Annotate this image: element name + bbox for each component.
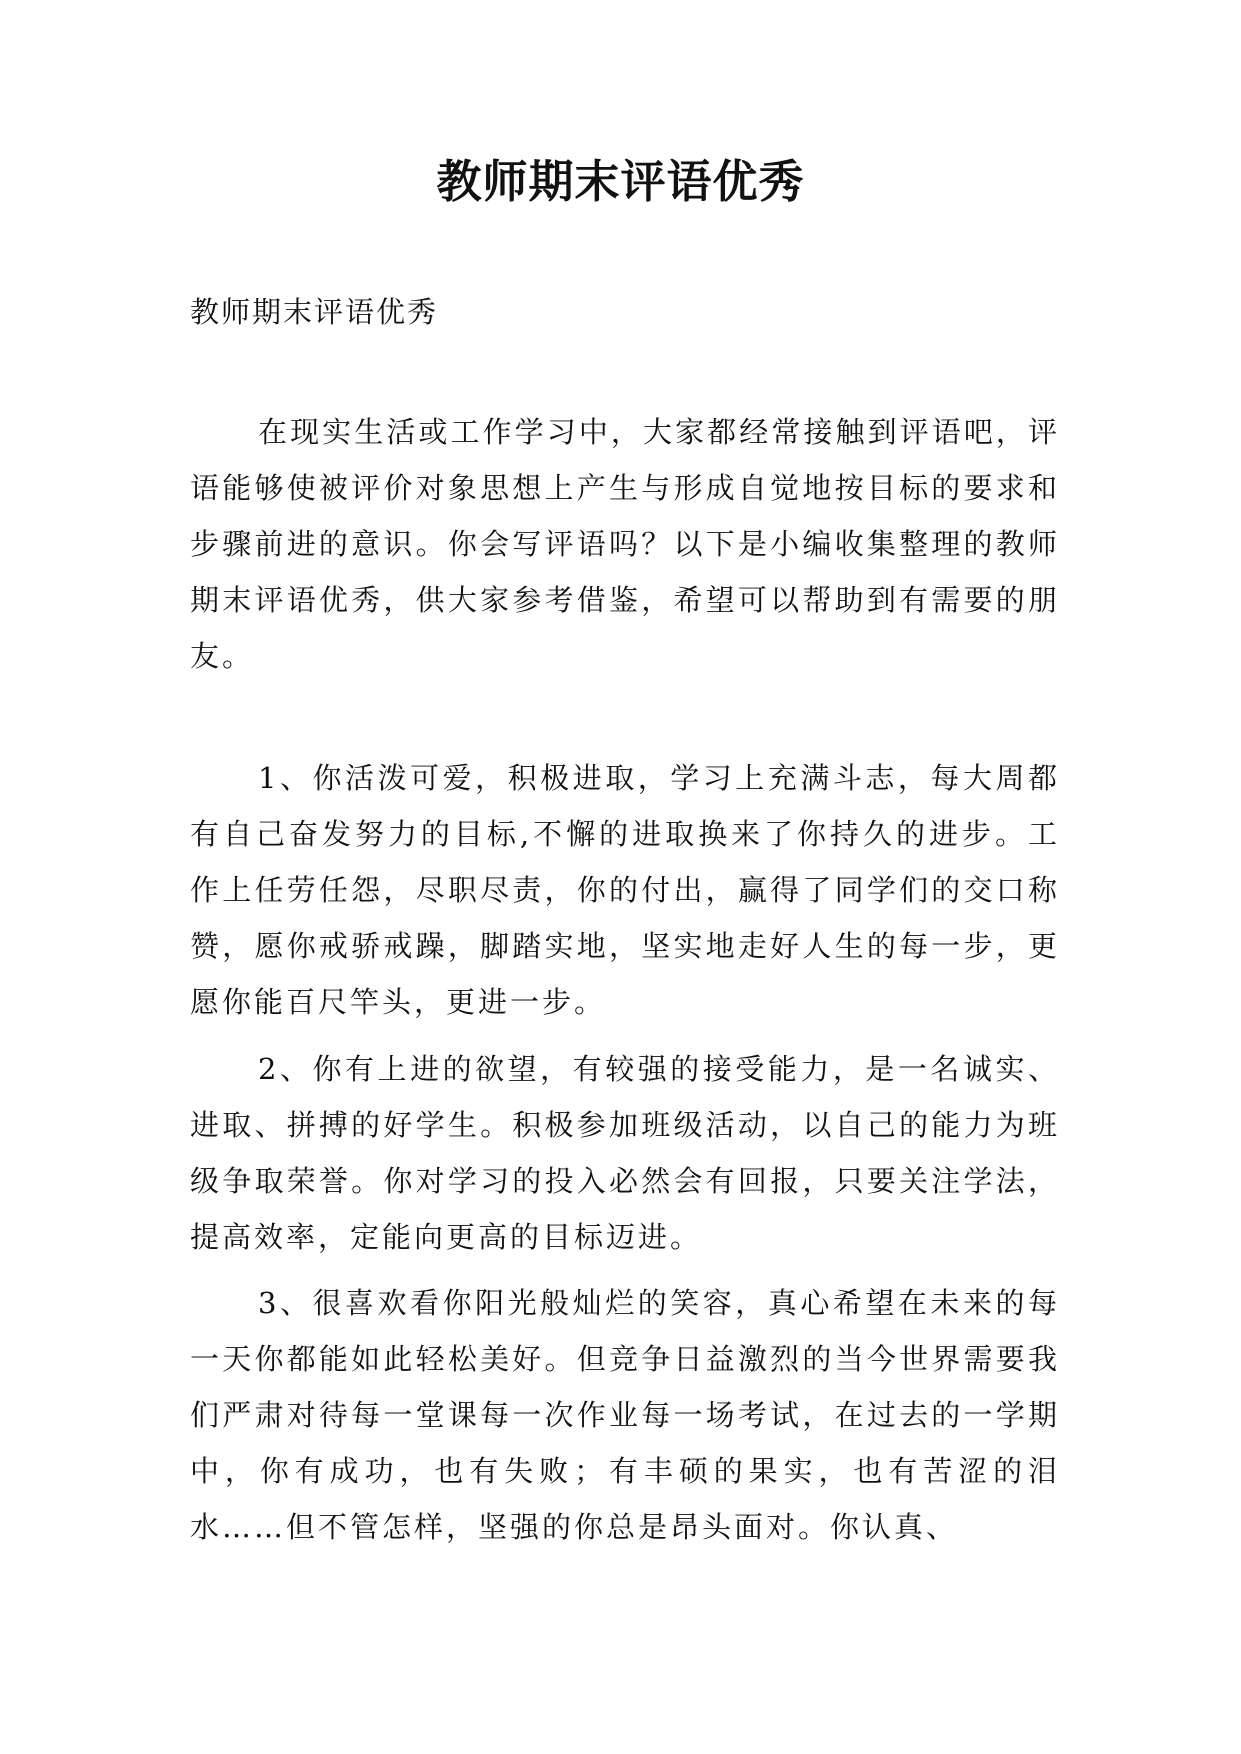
intro-paragraph: 在现实生活或工作学习中，大家都经常接触到评语吧，评语能够使被评价对象思想上产生与形成自觉地按目标的要求和步骤前进的意识。你会写评语吗？以下是小编收集整理的教师期末评语优秀，供大家参考借鉴，希望可以帮助到有需要的朋友。 bbox=[190, 415, 1060, 673]
comment-paragraph-3: 3、很喜欢看你阳光般灿烂的笑容，真心希望在未来的每一天你都能如此轻松美好。但竞争日益激烈的当今世界需要我们严肃对待每一堂课每一次作业每一场考试，在过去的一学期中，你有成功，也有失败；有丰硕的果实，也有苦涩的泪水……但不管怎样，坚强的你总是昂头面对。你认真、 bbox=[190, 1286, 1060, 1544]
comment-paragraph-1: 1、你活泼可爱，积极进取，学习上充满斗志，每大周都有自己奋发努力的目标,不懈的进取换来了你持久的进步。工作上任劳任怨，尽职尽责，你的付出，赢得了同学们的交口称赞，愿你戒骄戒躁，脚踏实地，坚实地走好人生的每一步，更愿你能百尺竿头，更进一步。 bbox=[190, 761, 1060, 1019]
document-subtitle: 教师期末评语优秀 bbox=[190, 295, 439, 329]
document-title: 教师期末评语优秀 bbox=[436, 155, 805, 208]
comment-paragraph-2: 2、你有上进的欲望，有较强的接受能力，是一名诚实、进取、拼搏的好学生。积极参加班级活动，以自己的能力为班级争取荣誉。你对学习的投入必然会有回报，只要关注学法，提高效率，定能向更高的目标迈进。 bbox=[190, 1052, 1060, 1254]
